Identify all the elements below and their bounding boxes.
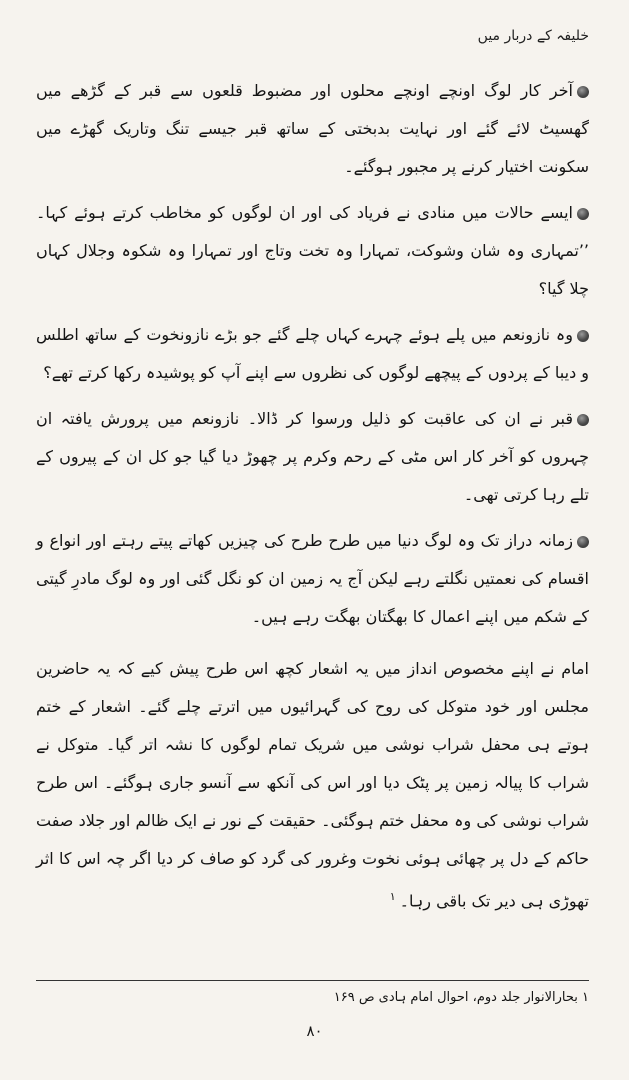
- body-text: [36, 72, 589, 928]
- paragraph-text: وہ نازونعم میں پلے ہوئے چہرے کہاں چلے گئے جو بڑے نازونخوت کے ساتھ اطلس و دیبا کے پردوں کے پیچھے لوگوں کی نظروں سے اپنے آپ کو پوشیدہ رکھا کرتے تھے؟: [36, 325, 589, 382]
- footnote-text: بحارالانوار جلد دوم، احوال امام ہادی ص ۱۶۹: [333, 990, 578, 1005]
- paragraph-2: [36, 194, 589, 308]
- footnote-reference: ۱: [389, 890, 396, 903]
- bullet-icon: [577, 86, 589, 98]
- paragraph-text: ایسے حالات میں منادی نے فریاد کی اور ان لوگوں کو مخاطب کرتے ہوئے کہا۔ ’’تمہاری وہ شان وشوکت، تمہارا وہ تخت وتاج اور تمہارا وہ شکوہ وجلال کہاں چلا گیا؟: [36, 203, 589, 298]
- bullet-icon: [577, 208, 589, 220]
- paragraph-3: [36, 316, 589, 392]
- bullet-icon: [577, 330, 589, 342]
- bullet-icon: [577, 536, 589, 548]
- paragraph-6: [36, 650, 589, 920]
- paragraph-text: قبر نے ان کی عاقبت کو ذلیل ورسوا کر ڈالا۔ نازونعم میں پرورش یافتہ ان چہروں کو آخر کار اس مٹی کے رحم وکرم پر چھوڑ دیا گیا جو کل ان کے پیروں کے تلے رہا کرتی تھی۔: [36, 409, 589, 504]
- paragraph-text: امام نے اپنے مخصوص انداز میں یہ اشعار کچھ اس طرح پیش کیے کہ یہ حاضرین مجلس اور خود متوکل کی روح کی گہرائیوں میں اترتے چلے گئے۔ اشعار کے ختم ہوتے ہی محفل شراب نوشی میں شریک تمام لوگوں کا نشہ اتر گیا۔ متوکل نے شراب کا پیالہ زمین پر پٹک دیا اور اس کی آنکھ سے آنسو جاری ہوگئے۔ اس طرح شراب نوشی کی وہ محفل ختم ہوگئی۔ حقیقت کے نور نے ایک ظالم اور جلاد صفت حاکم کے دل پر چھائی ہوئی نخوت وغرور کی گرد کو صاف کر دیا اگر چہ اس کا اثر تھوڑی ہی دیر تک باقی رہا۔: [36, 659, 589, 911]
- running-head: خلیفہ کے دربار میں: [477, 28, 589, 44]
- footnote-divider: [36, 980, 589, 981]
- bullet-icon: [577, 414, 589, 426]
- paragraph-text: زمانہ دراز تک وہ لوگ دنیا میں طرح طرح کی چیزیں کھاتے پیتے رہتے اور انواع و اقسام کی نعمتیں نگلتے رہے لیکن آج یہ زمین ان کو نگل گئی اور وہ لوگ مادرِ گیتی کے شکم میں اپنے اعمال کا بھگتان بھگت رہے ہیں۔: [36, 531, 589, 626]
- page-number: ۸۰: [306, 1022, 323, 1040]
- paragraph-4: [36, 400, 589, 514]
- paragraph-5: [36, 522, 589, 636]
- footnote: [36, 988, 589, 1008]
- paragraph-1: [36, 72, 589, 186]
- paragraph-text: آخر کار لوگ اونچے اونچے محلوں اور مضبوط قلعوں سے قبر کے گڑھے میں گھسیٹ لائے گئے اور نہایت بدبختی کے ساتھ قبر جیسے تنگ وتاریک گھڑے میں سکونت اختیار کرنے پر مجبور ہوگئے۔: [36, 81, 589, 176]
- footnote-marker: ۱: [582, 990, 589, 1005]
